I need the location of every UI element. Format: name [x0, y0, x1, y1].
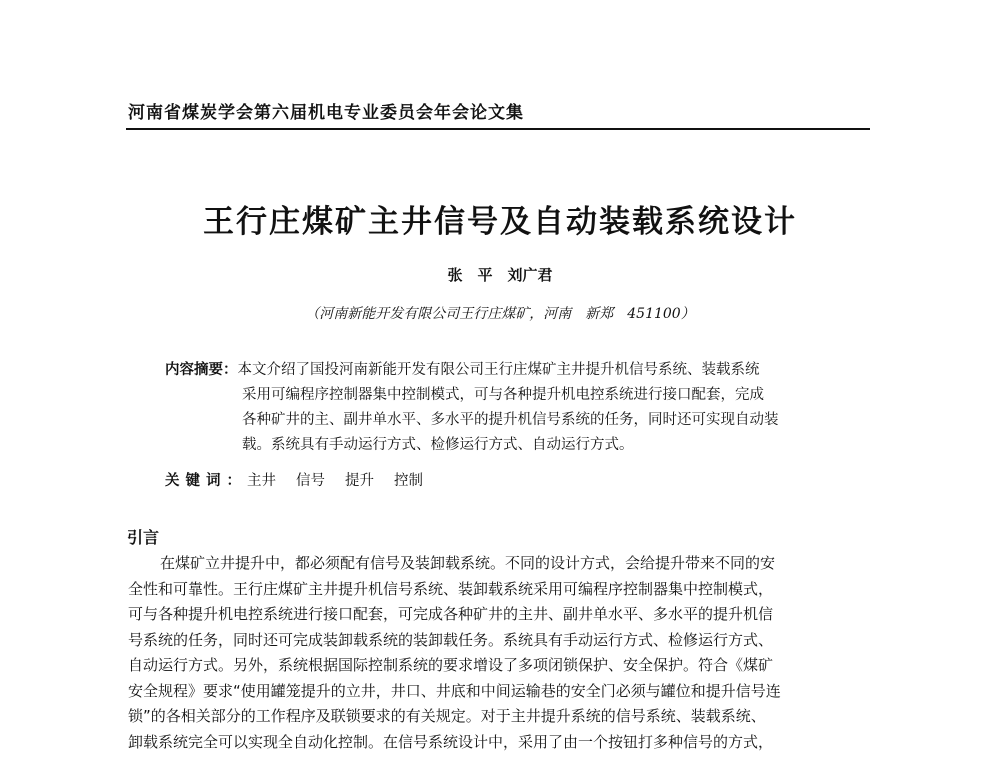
author-affiliation: （河南新能开发有限公司王行庄煤矿，河南 新郑 451100） — [305, 306, 695, 322]
abstract-line-1 — [165, 358, 870, 383]
body-line: 在煤矿立井提升中，都必须配有信号及装卸载系统。不同的设计方式，会给提升带来不同的安 — [160, 554, 776, 572]
body-line: 锁”的各相关部分的工作程序及联锁要求的有关规定。对于主井提升系统的信号系统、装载系统、 — [128, 707, 766, 725]
keywords-label: 关键词： — [165, 473, 247, 489]
section-heading: 引言 — [127, 528, 160, 547]
keyword-item: 提升 — [345, 473, 374, 489]
body-line: 可与各种提升机电控系统进行接口配套，可完成各种矿井的主井、副井单水平、多水平的提升机信 — [128, 605, 774, 623]
body-line: 卸载系统完全可以实现全自动化控制。在信号系统设计中，采用了由一个按钮打多种信号的方式， — [128, 732, 774, 751]
keyword-item: 控制 — [394, 473, 423, 489]
body-line: 号系统的任务，同时还可完成装卸载系统的装卸载任务。系统具有手动运行方式、检修运行方式、 — [128, 630, 774, 649]
keywords-block — [165, 469, 870, 490]
body-text — [128, 551, 873, 755]
abstract-block — [165, 358, 870, 458]
journal-header: 河南省煤炭学会第六届机电专业委员会年会论文集 — [128, 103, 524, 123]
abstract-label: 内容摘要： — [165, 362, 238, 378]
abstract-line-4: 载。系统具有手动运行方式、检修运行方式、自动运行方式。 — [242, 437, 634, 453]
keyword-item: 主井 — [247, 473, 276, 489]
body-line: 全性和可靠性。王行庄煤矿主井提升机信号系统、装卸载系统采用可编程序控制器集中控制模式， — [128, 579, 774, 598]
abstract-text-1: 本文介绍了国投河南新能开发有限公司王行庄煤矿主井提升机信号系统、装载系统 — [237, 362, 760, 378]
body-line: 安全规程》要求“使用罐笼提升的立井，井口、井底和中间运输巷的安全门必须与罐位和提升信号连 — [128, 681, 781, 700]
body-line: 自动运行方式。另外，系统根据国际控制系统的要求增设了多项闭锁保护、安全保护。符合《煤矿 — [128, 656, 774, 674]
paper-title: 王行庄煤矿主井信号及自动装载系统设计 — [203, 204, 797, 240]
paper-authors: 张 平 刘广君 — [447, 266, 553, 284]
header-divider — [126, 128, 870, 130]
keyword-item: 信号 — [296, 473, 325, 489]
abstract-line-3: 各种矿井的主、副井单水平、多水平的提升机信号系统的任务，同时还可实现自动装 — [242, 412, 779, 428]
abstract-line-2: 采用可编程序控制器集中控制模式，可与各种提升机电控系统进行接口配套，完成 — [242, 387, 764, 403]
